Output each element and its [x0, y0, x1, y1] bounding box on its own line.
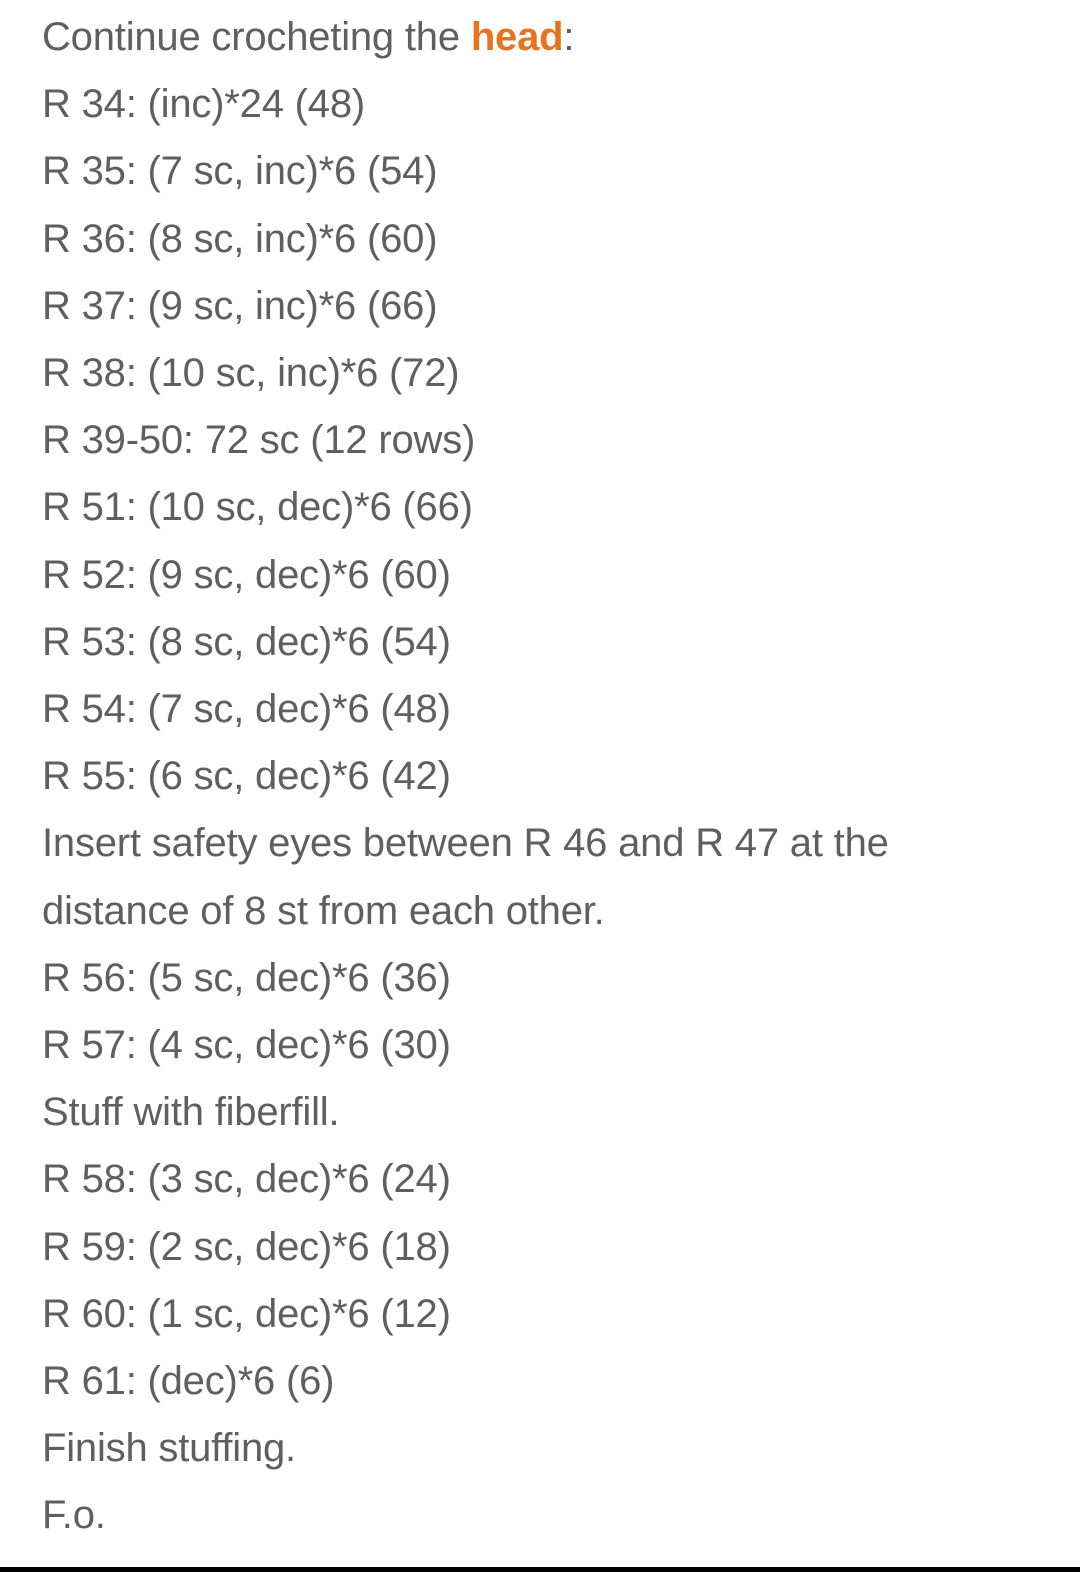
- note-line: distance of 8 st from each other.: [42, 888, 605, 933]
- instruction-line: R 61: (dec)*6 (6): [42, 1359, 335, 1404]
- instruction-line: R 34: (inc)*24 (48): [42, 82, 365, 127]
- note-line: Finish stuffing.: [42, 1426, 296, 1471]
- intro-line: [42, 4, 1052, 71]
- instruction-line: R 38: (10 sc, inc)*6 (72): [42, 351, 460, 396]
- instruction-line: R 53: (8 sc, dec)*6 (54): [42, 619, 451, 664]
- instruction-line: R 56: (5 sc, dec)*6 (36): [42, 955, 451, 1000]
- intro-highlight-head: head: [470, 15, 564, 59]
- instruction-line: R 51: (10 sc, dec)*6 (66): [42, 485, 473, 530]
- instruction-line: R 52: (9 sc, dec)*6 (60): [42, 552, 451, 597]
- note-line: F.o.: [42, 1493, 106, 1538]
- instruction-line: R 54: (7 sc, dec)*6 (48): [42, 687, 451, 732]
- instruction-line: R 55: (6 sc, dec)*6 (42): [42, 754, 451, 799]
- bottom-divider: [0, 1567, 1080, 1572]
- instruction-line: R 58: (3 sc, dec)*6 (24): [42, 1157, 451, 1202]
- note-line: Stuff with fiberfill.: [42, 1090, 340, 1135]
- instruction-line: R 37: (9 sc, inc)*6 (66): [42, 283, 438, 328]
- pattern-instructions: [42, 4, 1052, 1550]
- instruction-line: R 59: (2 sc, dec)*6 (18): [42, 1224, 451, 1269]
- instruction-line: R 60: (1 sc, dec)*6 (12): [42, 1291, 451, 1336]
- instruction-line: R 57: (4 sc, dec)*6 (30): [42, 1023, 451, 1068]
- instruction-line: R 36: (8 sc, inc)*6 (60): [42, 216, 438, 261]
- intro-suffix: :: [563, 15, 575, 59]
- instruction-line: R 35: (7 sc, inc)*6 (54): [42, 149, 438, 194]
- note-line: Insert safety eyes between R 46 and R 47 at the: [42, 821, 889, 866]
- intro-prefix: Continue crocheting the: [42, 15, 471, 59]
- instruction-line: R 39-50: 72 sc (12 rows): [42, 418, 476, 463]
